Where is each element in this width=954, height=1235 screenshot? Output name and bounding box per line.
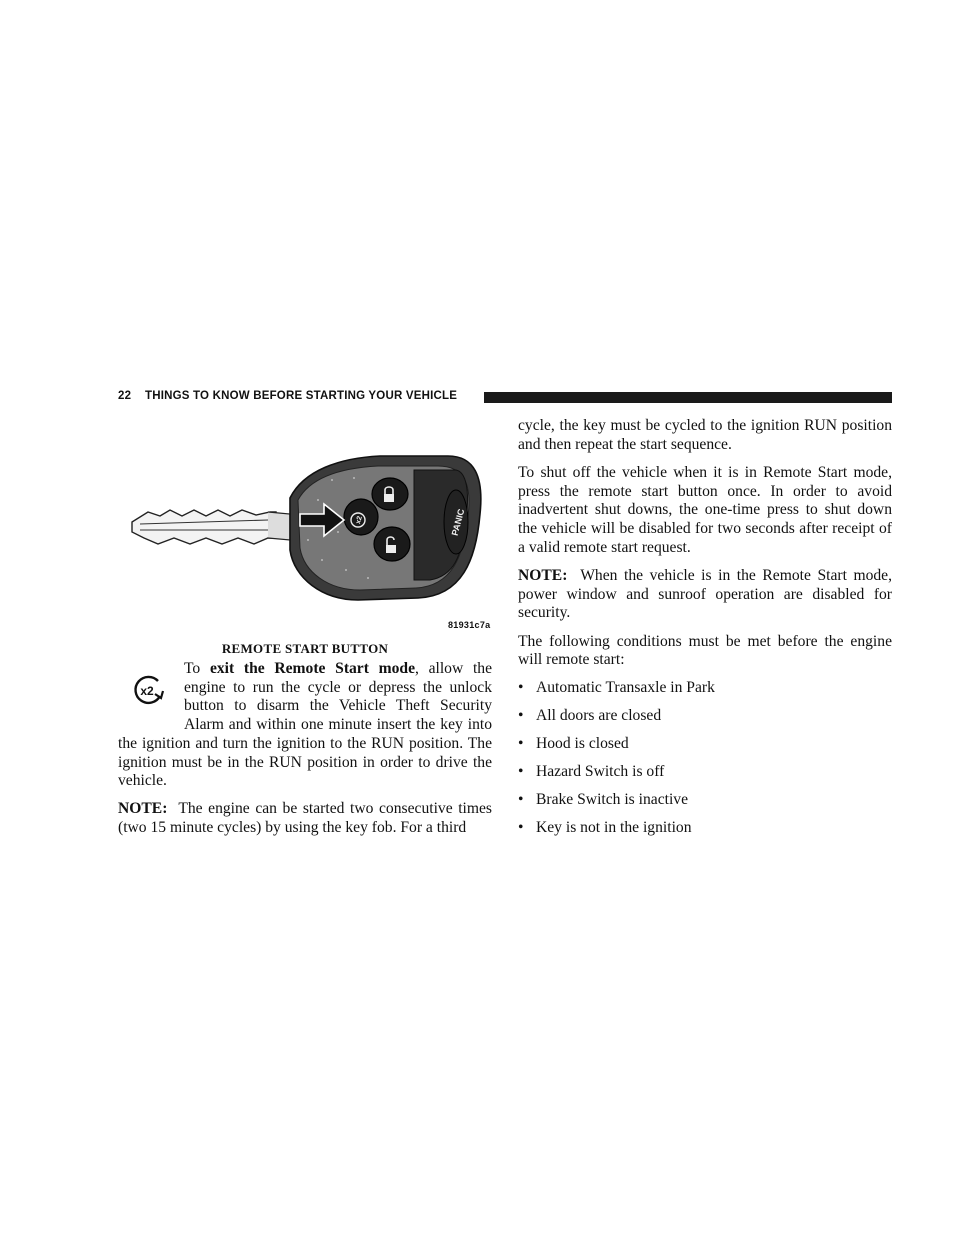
list-item: • Hood is closed <box>518 735 629 753</box>
key-blade <box>132 510 290 544</box>
icon-spacer <box>118 660 184 734</box>
unlock-button <box>374 527 410 561</box>
conditions-list <box>518 679 892 838</box>
page-number: 22 <box>118 390 132 402</box>
header-rule <box>484 392 892 403</box>
note-text: When the vehicle is in the Remote Start mode, power window and sunroof operation are disabled for security. <box>518 566 893 622</box>
note-consecutive-starts <box>118 800 492 837</box>
bullet: • <box>518 707 524 725</box>
para1-pre: To <box>184 660 210 677</box>
para1-bold: exit the Remote Start mode <box>209 660 415 677</box>
shutoff-paragraph: To shut off the vehicle when it is in Remote Start mode, press the remote start button once. In order to avoid inadvertent shut downs, the one-time press to shut down the vehicle will be disabled for two seconds after receipt of a valid remote start request. <box>518 463 892 556</box>
bullet: • <box>518 763 524 781</box>
list-item: • All doors are closed <box>518 707 662 725</box>
lock-button <box>372 478 408 510</box>
list-item: • Hazard Switch is off <box>518 763 665 781</box>
note-label: NOTE: <box>518 566 568 584</box>
bullet: • <box>518 819 524 837</box>
list-item: • Automatic Transaxle in Park <box>518 679 715 697</box>
remote-start-label: x2 <box>355 515 364 525</box>
note-label: NOTE: <box>118 800 168 817</box>
exit-remote-start-paragraph <box>118 660 492 791</box>
bullet: • <box>518 735 524 753</box>
continued-paragraph: cycle, the key must be cycled to the ignition RUN position and then repeat the start sequence. <box>518 417 892 453</box>
list-item: • Brake Switch is inactive <box>518 791 689 809</box>
icon-label: x2 <box>140 684 154 698</box>
remote-start-button <box>344 499 378 535</box>
note-security <box>518 567 892 623</box>
right-column <box>518 417 892 847</box>
panic-button <box>444 490 468 554</box>
section-title: THINGS TO KNOW BEFORE STARTING YOUR VEHICLE <box>145 390 458 402</box>
panic-label: PANIC <box>449 507 467 537</box>
note-text: The engine can be started two consecutive times (two 15 minute cycles) by using the key fob. For a third <box>118 800 492 836</box>
key-fob-illustration <box>118 420 492 634</box>
conditions-intro: The following conditions must be met before the engine will remote start: <box>518 632 892 669</box>
list-item: • Key is not in the ignition <box>518 819 692 837</box>
page-header <box>118 390 892 406</box>
bullet: • <box>518 791 524 809</box>
para1-post: , allow the engine to run the cycle or depress the unlock button to disarm the Vehicle Theft Security Alarm and within one minute insert the key into the ignition and turn the ignition to the RUN position. The ignition must be in the RUN position in order to drive the vehicle. <box>118 660 492 790</box>
figure-caption: REMOTE START BUTTON <box>221 641 389 656</box>
bullet: • <box>518 679 524 697</box>
figure-code: 81931c7a <box>448 620 491 630</box>
